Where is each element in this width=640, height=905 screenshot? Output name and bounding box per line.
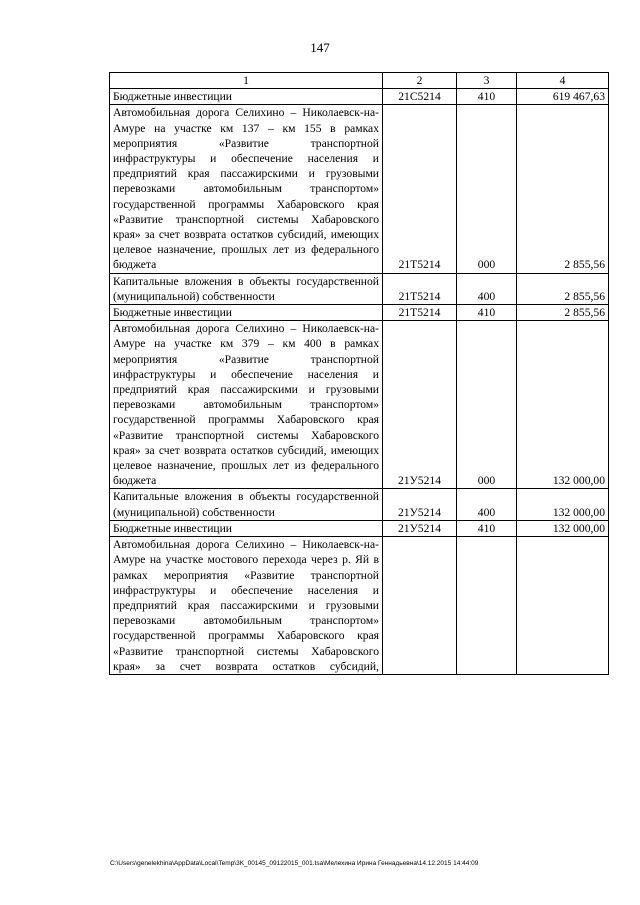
- row-expense-type: 000: [457, 321, 517, 489]
- row-expense-type: 410: [457, 520, 517, 536]
- table-row: [110, 520, 609, 536]
- table-row: [110, 321, 609, 489]
- table-row: [110, 89, 609, 105]
- row-description: Автомобильная дорога Селихино – Николаевск-на-Амуре на участке км 137 – км 155 в рамках мероприятия «Развитие транспортной инфраструктуры и обеспечение населения и предприятий края пассажирскими и грузовыми перевозками автомобильным транспортом» государственной программы Хабаровского края «Развитие транспортной системы Хабаровского края» за счет возврата остатков субсидий, имеющих целевое назначение, прошлых лет из федерального бюджета: [110, 105, 383, 273]
- row-expense-type: 400: [457, 489, 517, 520]
- row-description: Бюджетные инвестиции: [110, 305, 383, 321]
- row-code: 21У5214: [383, 520, 457, 536]
- row-amount: 619 467,63: [517, 89, 609, 105]
- header-col-2: 2: [383, 73, 457, 89]
- header-col-1: 1: [110, 73, 383, 89]
- row-expense-type: 410: [457, 305, 517, 321]
- row-expense-type: 410: [457, 89, 517, 105]
- table-row: [110, 489, 609, 520]
- table-row: [110, 105, 609, 273]
- row-amount: 132 000,00: [517, 520, 609, 536]
- row-expense-type: 400: [457, 273, 517, 304]
- header-col-3: 3: [457, 73, 517, 89]
- row-code: 21У5214: [383, 489, 457, 520]
- row-amount: [517, 537, 609, 675]
- row-description: Капитальные вложения в объекты государственной (муниципальной) собственности: [110, 273, 383, 304]
- row-amount: 132 000,00: [517, 321, 609, 489]
- table-row: [110, 537, 609, 675]
- row-description: Автомобильная дорога Селихино – Николаевск-на-Амуре на участке мостового перехода через р. Яй в рамках мероприятия «Развитие транспортной инфраструктуры и обеспечение населения и предприятий края пассажирскими и грузовыми перевозками автомобильным транспортом» государственной программы Хабаровского края «Развитие транспортной системы Хабаровского края» за счет возврата остатков субсидий,: [110, 537, 383, 675]
- row-expense-type: [457, 537, 517, 675]
- table-header-row: [110, 73, 609, 89]
- row-amount: 2 855,56: [517, 305, 609, 321]
- row-code: 21С5214: [383, 89, 457, 105]
- row-description: Капитальные вложения в объекты государственной (муниципальной) собственности: [110, 489, 383, 520]
- row-code: 21Т5214: [383, 305, 457, 321]
- file-path-footer: C:\Users\genelekhina\AppData\Local\Temp\3K_00145_09122015_001.tsa\Мелехина Ирина Геннадьевна\14.12.2015 14:44:09: [110, 860, 479, 867]
- row-description: Бюджетные инвестиции: [110, 89, 383, 105]
- row-amount: 2 855,56: [517, 273, 609, 304]
- table-row: [110, 273, 609, 304]
- row-code: 21Т5214: [383, 273, 457, 304]
- budget-table: [109, 72, 609, 675]
- row-code: [383, 537, 457, 675]
- page-number: 147: [310, 40, 330, 55]
- header-col-4: 4: [517, 73, 609, 89]
- row-amount: 132 000,00: [517, 489, 609, 520]
- row-code: 21Т5214: [383, 105, 457, 273]
- row-description: Бюджетные инвестиции: [110, 520, 383, 536]
- row-description: Автомобильная дорога Селихино – Николаевск-на-Амуре на участке км 379 – км 400 в рамках мероприятия «Развитие транспортной инфраструктуры и обеспечение населения и предприятий края пассажирскими и грузовыми перевозками автомобильным транспортом» государственной программы Хабаровского края «Развитие транспортной системы Хабаровского края» за счет возврата остатков субсидий, имеющих целевое назначение, прошлых лет из федерального бюджета: [110, 321, 383, 489]
- table-row: [110, 305, 609, 321]
- row-amount: 2 855,56: [517, 105, 609, 273]
- row-expense-type: 000: [457, 105, 517, 273]
- row-code: 21У5214: [383, 321, 457, 489]
